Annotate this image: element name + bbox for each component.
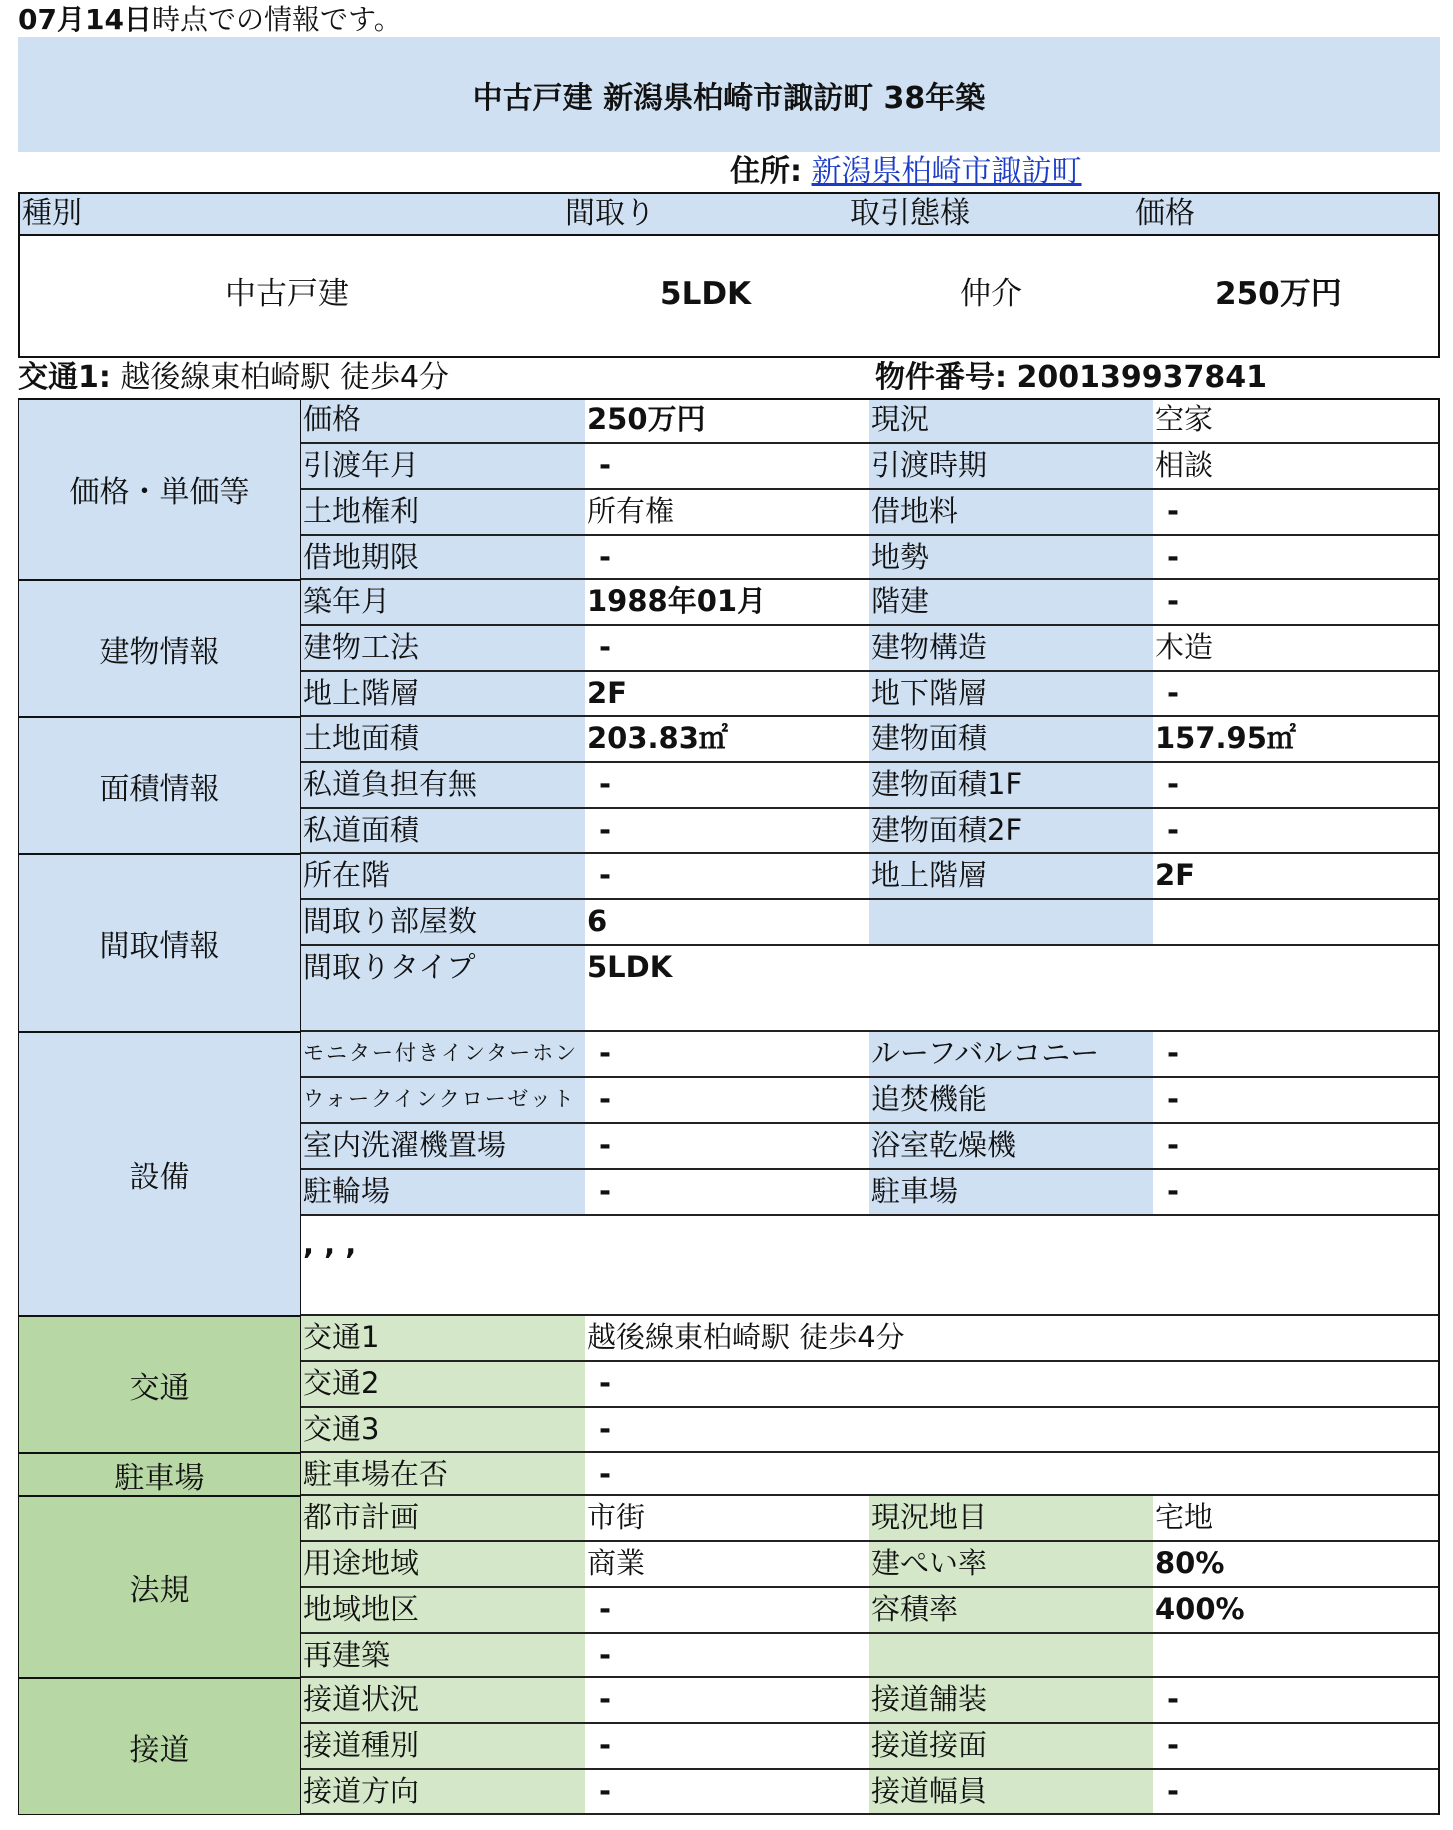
transport-summary-value: 越後線東柏崎駅 徒歩4分 bbox=[120, 360, 450, 395]
summary-type: 中古戸建 bbox=[225, 276, 349, 312]
cell-empty bbox=[869, 1634, 1153, 1676]
section-area: 面積情報 bbox=[18, 717, 301, 854]
cell-value: - bbox=[1167, 1774, 1180, 1808]
cell-value: 商業 bbox=[587, 1546, 646, 1580]
cell-value: - bbox=[599, 858, 612, 892]
section-transport: 交通 bbox=[18, 1316, 301, 1453]
summary-header-layout: 間取り bbox=[565, 196, 655, 231]
cell-label: 土地権利 bbox=[301, 490, 585, 534]
transport-summary-label: 交通1: bbox=[18, 360, 111, 395]
cell-label: 間取りタイプ bbox=[301, 946, 585, 1030]
cell-value: 6 bbox=[587, 904, 608, 938]
cell-label: 地上階層 bbox=[869, 854, 1153, 898]
table-row bbox=[301, 1032, 1440, 1078]
summary-price: 250万円 bbox=[1215, 276, 1342, 312]
table-row bbox=[301, 1453, 1440, 1496]
cell-label: 交通3 bbox=[301, 1408, 585, 1451]
summary-transaction: 仲介 bbox=[960, 276, 1022, 312]
cell-label: 引渡時期 bbox=[869, 444, 1153, 488]
table-row bbox=[301, 536, 1440, 580]
cell-label: 引渡年月 bbox=[301, 444, 585, 488]
cell-value: 157.95㎡ bbox=[1155, 721, 1296, 755]
table-row bbox=[301, 809, 1440, 854]
cell-label: 用途地域 bbox=[301, 1542, 585, 1586]
summary-table bbox=[18, 192, 1440, 358]
section-law: 法規 bbox=[18, 1496, 301, 1678]
table-row bbox=[301, 1124, 1440, 1170]
cell-label: 駐車場 bbox=[869, 1170, 1153, 1214]
cell-label: ウォークインクローゼット bbox=[301, 1078, 585, 1122]
table-row bbox=[301, 946, 1440, 1032]
cell-label: 接道幅員 bbox=[869, 1770, 1153, 1813]
cell-label: 再建築 bbox=[301, 1634, 585, 1676]
cell-value: 1988年01月 bbox=[587, 584, 767, 618]
table-row bbox=[301, 1216, 1440, 1316]
cell-label: 接道舗装 bbox=[869, 1678, 1153, 1722]
table-row bbox=[301, 626, 1440, 672]
table-row bbox=[301, 1770, 1440, 1815]
cell-label: モニター付きインターホン bbox=[301, 1032, 585, 1076]
transport-summary bbox=[18, 358, 449, 398]
cell-value: - bbox=[599, 1638, 612, 1672]
property-number bbox=[875, 358, 1267, 398]
cell-label: 借地料 bbox=[869, 490, 1153, 534]
summary-header-price: 価格 bbox=[1135, 196, 1195, 231]
table-row bbox=[301, 672, 1440, 717]
date-line bbox=[18, 2, 402, 38]
cell-label: 室内洗濯機置場 bbox=[301, 1124, 585, 1168]
section-building: 建物情報 bbox=[18, 580, 301, 717]
cell-label: 価格 bbox=[301, 398, 585, 442]
cell-label: 借地期限 bbox=[301, 536, 585, 578]
cell-label: 地勢 bbox=[869, 536, 1153, 578]
address-line bbox=[730, 152, 1082, 192]
equipment-notes: , , , bbox=[303, 1227, 357, 1261]
cell-label: 地下階層 bbox=[869, 672, 1153, 715]
cell-value: - bbox=[599, 1036, 612, 1070]
cell-value: 80% bbox=[1155, 1546, 1225, 1580]
cell-label: 追焚機能 bbox=[869, 1078, 1153, 1122]
cell-label: 建物面積1F bbox=[869, 763, 1153, 807]
summary-header-transaction: 取引態様 bbox=[850, 196, 970, 231]
table-row bbox=[301, 900, 1440, 946]
cell-label: 交通1 bbox=[301, 1316, 585, 1360]
cell-value: - bbox=[1167, 1128, 1180, 1162]
cell-value: - bbox=[1167, 1682, 1180, 1716]
cell-value: - bbox=[599, 1366, 612, 1400]
cell-label: 現況 bbox=[869, 398, 1153, 442]
cell-label: 築年月 bbox=[301, 580, 585, 624]
table-row bbox=[301, 1316, 1440, 1362]
address-label: 住所: bbox=[730, 154, 802, 189]
cell-value: - bbox=[1167, 676, 1180, 710]
section-parking: 駐車場 bbox=[18, 1453, 301, 1496]
cell-value: - bbox=[1167, 494, 1180, 528]
table-row bbox=[301, 1496, 1440, 1542]
cell-value: 市街 bbox=[587, 1500, 646, 1534]
cell-label: 建物面積 bbox=[869, 717, 1153, 761]
cell-value: 203.83㎡ bbox=[587, 721, 728, 755]
date-suffix: 時点での情報です。 bbox=[151, 3, 402, 36]
address-link[interactable]: 新潟県柏崎市諏訪町 bbox=[811, 154, 1082, 189]
table-row bbox=[301, 580, 1440, 626]
cell-value: - bbox=[1167, 1728, 1180, 1762]
table-row bbox=[301, 1362, 1440, 1408]
summary-layout: 5LDK bbox=[660, 276, 752, 312]
cell-value: 2F bbox=[1155, 858, 1195, 892]
cell-value: - bbox=[599, 1128, 612, 1162]
table-top-border bbox=[18, 398, 1440, 400]
table-row bbox=[301, 763, 1440, 809]
section-road: 接道 bbox=[18, 1678, 301, 1815]
property-number-value: 200139937841 bbox=[1016, 360, 1268, 395]
cell-value: - bbox=[599, 448, 612, 482]
table-row bbox=[301, 1542, 1440, 1588]
cell-label: 建物面積2F bbox=[869, 809, 1153, 852]
cell-label: 現況地目 bbox=[869, 1496, 1153, 1540]
cell-label: 浴室乾燥機 bbox=[869, 1124, 1153, 1168]
section-layout: 間取情報 bbox=[18, 854, 301, 1032]
cell-label: 間取り部屋数 bbox=[301, 900, 585, 944]
cell-value: - bbox=[599, 1082, 612, 1116]
cell-value: - bbox=[599, 767, 612, 801]
cell-value: 2F bbox=[587, 676, 627, 710]
cell-label: 駐車場在否 bbox=[301, 1453, 585, 1494]
cell-value: 宅地 bbox=[1155, 1500, 1214, 1534]
table-row bbox=[301, 1634, 1440, 1678]
section-equipment: 設備 bbox=[18, 1032, 301, 1316]
cell-label: 都市計画 bbox=[301, 1496, 585, 1540]
cell-value: - bbox=[1167, 767, 1180, 801]
table-row bbox=[301, 444, 1440, 490]
cell-value: 400% bbox=[1155, 1592, 1245, 1626]
cell-value: - bbox=[1167, 1036, 1180, 1070]
cell-value: 250万円 bbox=[587, 402, 706, 436]
cell-value: 所有権 bbox=[587, 494, 675, 528]
cell-value: - bbox=[599, 540, 612, 574]
cell-value: - bbox=[599, 1682, 612, 1716]
cell-value: - bbox=[599, 1412, 612, 1446]
cell-label: 建物工法 bbox=[301, 626, 585, 670]
cell-label: 地域地区 bbox=[301, 1588, 585, 1632]
cell-label: 地上階層 bbox=[301, 672, 585, 715]
cell-empty bbox=[869, 900, 1153, 944]
cell-label: 接道状況 bbox=[301, 1678, 585, 1722]
cell-value: 空家 bbox=[1155, 402, 1214, 436]
cell-value: - bbox=[1167, 584, 1180, 618]
cell-value: - bbox=[599, 1174, 612, 1208]
table-row bbox=[301, 398, 1440, 444]
cell-label: 所在階 bbox=[301, 854, 585, 898]
cell-label: 建物構造 bbox=[869, 626, 1153, 670]
cell-value: - bbox=[599, 1592, 612, 1626]
cell-label: 容積率 bbox=[869, 1588, 1153, 1632]
table-row bbox=[301, 717, 1440, 763]
cell-value: 木造 bbox=[1155, 630, 1214, 664]
cell-label: 私道負担有無 bbox=[301, 763, 585, 807]
table-row bbox=[301, 1678, 1440, 1724]
cell-value: 越後線東柏崎駅 徒歩4分 bbox=[587, 1320, 905, 1354]
table-right-border bbox=[1438, 398, 1440, 1815]
cell-label: 接道方向 bbox=[301, 1770, 585, 1813]
table-row bbox=[301, 1078, 1440, 1124]
table-row bbox=[301, 854, 1440, 900]
cell-value: - bbox=[599, 1457, 612, 1491]
table-row bbox=[301, 1170, 1440, 1216]
date-value: 07月14日 bbox=[18, 3, 152, 36]
table-row bbox=[301, 1588, 1440, 1634]
summary-header-type: 種別 bbox=[22, 196, 82, 231]
cell-value: - bbox=[1167, 540, 1180, 574]
summary-header bbox=[20, 194, 1438, 236]
table-row bbox=[301, 490, 1440, 536]
cell-label: 接道種別 bbox=[301, 1724, 585, 1768]
table-row bbox=[301, 1724, 1440, 1770]
cell-value: 5LDK bbox=[587, 950, 673, 984]
cell-label: ルーフバルコニー bbox=[869, 1032, 1153, 1076]
cell-label: 建ぺい率 bbox=[869, 1542, 1153, 1586]
cell-label: 接道接面 bbox=[869, 1724, 1153, 1768]
cell-label: 階建 bbox=[869, 580, 1153, 624]
cell-value: 相談 bbox=[1155, 448, 1214, 482]
cell-label: 土地面積 bbox=[301, 717, 585, 761]
cell-value: - bbox=[599, 1774, 612, 1808]
cell-value: - bbox=[599, 813, 612, 847]
table-row bbox=[301, 1408, 1440, 1453]
property-number-label: 物件番号: bbox=[875, 360, 1007, 395]
summary-values bbox=[20, 236, 1438, 358]
cell-value: - bbox=[1167, 1082, 1180, 1116]
page-title: 中古戸建 新潟県柏崎市諏訪町 38年築 bbox=[18, 37, 1440, 152]
section-price: 価格・単価等 bbox=[18, 398, 301, 580]
cell-value: - bbox=[1167, 1174, 1180, 1208]
cell-label: 駐輪場 bbox=[301, 1170, 585, 1214]
cell-value: - bbox=[599, 1728, 612, 1762]
cell-label: 交通2 bbox=[301, 1362, 585, 1406]
cell-value: - bbox=[1167, 813, 1180, 847]
cell-label: 私道面積 bbox=[301, 809, 585, 852]
cell-value: - bbox=[599, 630, 612, 664]
